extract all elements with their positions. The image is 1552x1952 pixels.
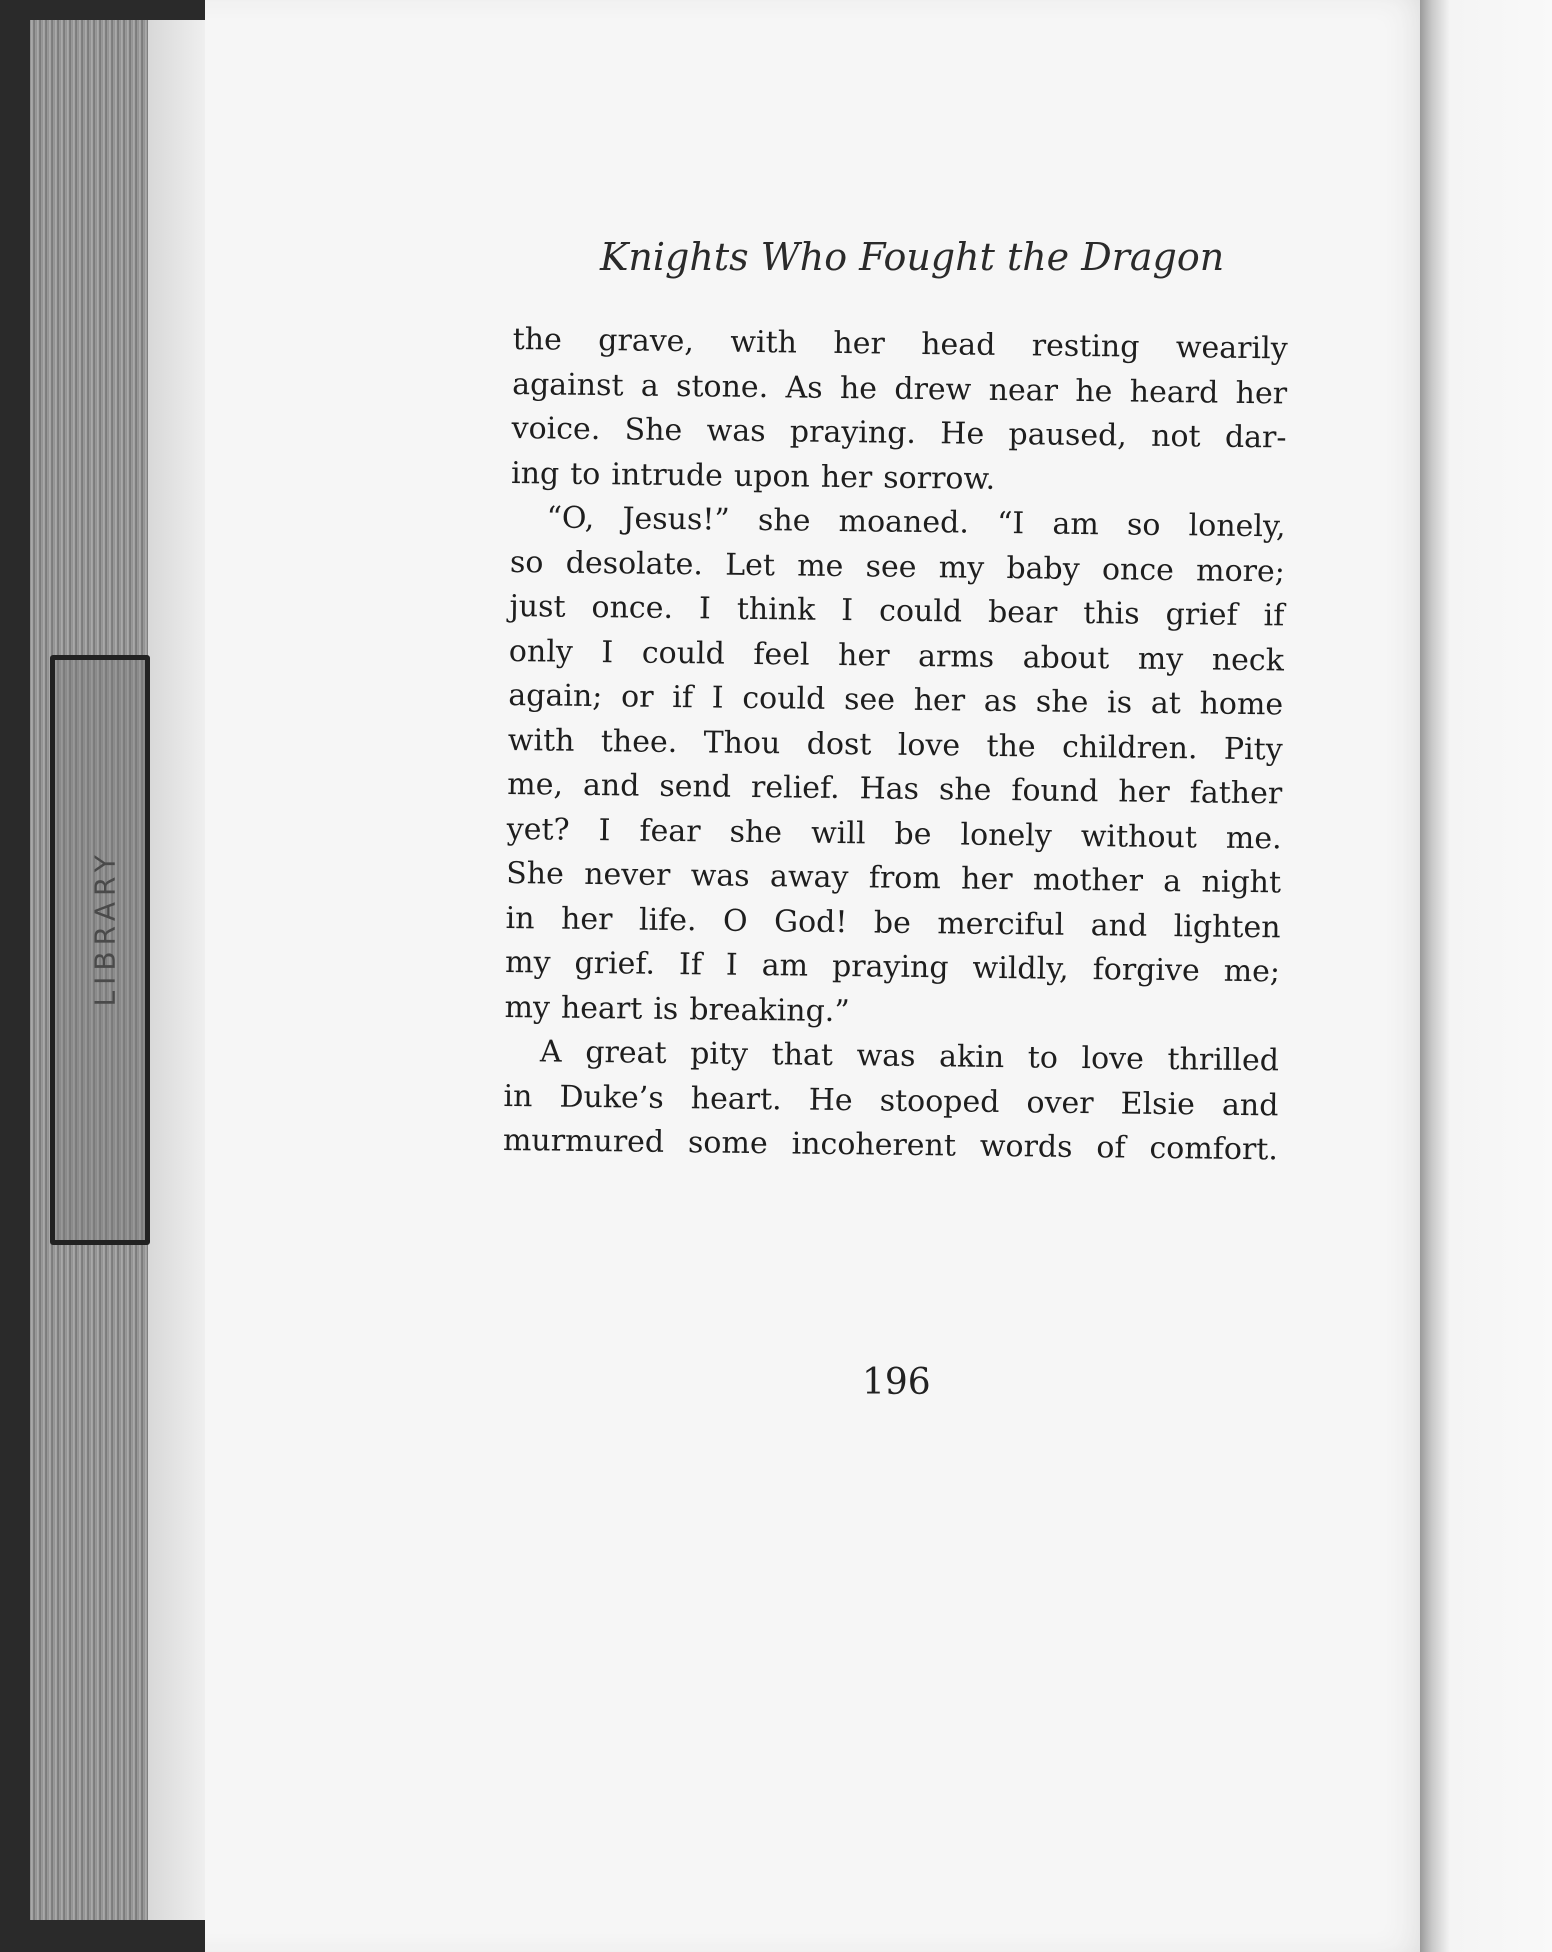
- text-word: her: [833, 325, 886, 362]
- text-word: a: [640, 368, 659, 404]
- text-word: He: [940, 416, 985, 452]
- text-word: I: [725, 947, 738, 983]
- text-word: moaned.: [838, 503, 970, 541]
- text-word: Has: [859, 771, 920, 807]
- text-word: I: [598, 812, 611, 848]
- text-word: send: [659, 768, 732, 805]
- text-word: without: [1080, 818, 1198, 855]
- text-word: Pity: [1223, 731, 1283, 767]
- page-number: 196: [862, 1362, 931, 1403]
- text-word: Thou: [703, 724, 781, 761]
- page-gutter: [148, 20, 208, 1920]
- text-word: wearily: [1175, 330, 1288, 367]
- text-word: lonely,: [1188, 508, 1286, 545]
- text-word: and: [582, 767, 640, 804]
- text-word: never: [584, 856, 671, 893]
- text-word: just: [509, 588, 566, 625]
- text-word: wildly,: [972, 950, 1069, 987]
- text-word: against: [511, 366, 624, 403]
- text-word: her: [1235, 375, 1288, 411]
- text-word: desolate.: [565, 545, 704, 582]
- text-word: found: [1011, 773, 1099, 810]
- text-word: “O,: [546, 500, 595, 537]
- text-word: drew: [894, 371, 972, 408]
- text-word: head: [921, 326, 996, 363]
- text-word: her: [560, 901, 613, 937]
- text-word: If: [678, 947, 703, 983]
- text-word: relief.: [750, 769, 840, 807]
- text-word: again;: [508, 677, 603, 715]
- text-word: comfort.: [1149, 1130, 1279, 1168]
- text-word: bear: [987, 594, 1058, 631]
- text-word: lighten: [1173, 908, 1281, 945]
- text-word: her: [1118, 774, 1170, 811]
- text-word: am: [761, 948, 809, 984]
- text-word: me.: [1225, 820, 1282, 856]
- text-word: ing: [510, 455, 560, 492]
- text-word: think: [736, 591, 816, 628]
- text-word: was: [706, 413, 766, 450]
- text-word: I: [711, 680, 724, 716]
- text-word: my: [504, 989, 551, 1026]
- text-word: yet?: [506, 811, 570, 848]
- text-word: Duke’s: [559, 1079, 664, 1116]
- text-word: if: [1263, 598, 1285, 634]
- text-word: O: [722, 903, 748, 939]
- running-head: Knights Who Fought the Dragon: [600, 235, 1225, 279]
- text-word: me;: [1223, 953, 1281, 990]
- text-word: with: [507, 722, 575, 759]
- text-word: breaking.”: [689, 991, 850, 1029]
- text-word: to: [1027, 1040, 1059, 1076]
- text-line: [512, 318, 1287, 372]
- text-word: I: [841, 593, 854, 629]
- text-word: with: [730, 324, 798, 361]
- text-word: life.: [638, 902, 697, 938]
- text-word: murmured: [502, 1122, 665, 1160]
- text-word: love: [897, 727, 961, 763]
- text-word: She: [624, 412, 683, 449]
- text-word: a: [1163, 863, 1182, 900]
- text-word: be: [894, 816, 932, 852]
- text-word: see: [843, 682, 896, 718]
- text-word: away: [769, 859, 849, 896]
- text-word: neck: [1211, 642, 1285, 678]
- text-word: “I: [996, 505, 1025, 542]
- text-word: my: [504, 944, 551, 981]
- text-word: in: [503, 1078, 533, 1114]
- text-word: paused,: [1008, 417, 1128, 454]
- text-word: more;: [1195, 552, 1286, 589]
- text-word: pity: [689, 1036, 749, 1072]
- text-word: heard: [1129, 374, 1219, 411]
- text-word: her: [913, 682, 966, 719]
- text-word: home: [1199, 686, 1284, 723]
- text-word: intrude: [611, 456, 724, 494]
- text-word: lonely: [960, 817, 1053, 854]
- text-word: grief.: [574, 945, 656, 982]
- text-word: be: [873, 904, 912, 941]
- text-word: heart.: [690, 1080, 782, 1117]
- text-word: dar-: [1224, 419, 1287, 456]
- text-word: Jesus!”: [622, 501, 730, 538]
- text-word: grave,: [598, 323, 695, 360]
- text-word: God!: [773, 903, 848, 940]
- text-word: her: [837, 637, 890, 674]
- text-word: baby: [1006, 550, 1080, 587]
- text-word: if: [672, 679, 694, 716]
- text-word: stone.: [675, 368, 769, 405]
- text-word: forgive: [1092, 952, 1200, 989]
- text-word: As: [785, 369, 823, 406]
- text-word: over: [1026, 1084, 1094, 1121]
- text-word: her: [960, 861, 1013, 898]
- text-word: near: [988, 372, 1059, 409]
- library-stamp: [50, 655, 150, 1245]
- text-line: [509, 585, 1284, 639]
- text-word: I: [601, 634, 614, 670]
- text-word: father: [1189, 775, 1283, 812]
- text-word: not: [1150, 418, 1201, 455]
- text-word: stooped: [879, 1083, 1000, 1120]
- text-word: love: [1081, 1041, 1145, 1077]
- text-word: sorrow.: [883, 460, 996, 497]
- text-word: mother: [1032, 862, 1144, 899]
- text-word: so: [509, 544, 544, 580]
- text-word: was: [856, 1038, 916, 1074]
- text-word: he: [839, 370, 878, 406]
- text-line: [503, 1119, 1278, 1173]
- text-word: thee.: [600, 723, 678, 760]
- text-word: from: [868, 860, 941, 897]
- text-word: He: [808, 1082, 853, 1118]
- page-right-edge: [1420, 0, 1552, 1952]
- library-stamp-text: LIBRARY: [88, 849, 122, 1007]
- text-word: heart: [560, 990, 643, 1027]
- text-word: of: [1096, 1130, 1126, 1166]
- text-word: fear: [639, 813, 701, 849]
- text-word: me: [796, 547, 844, 584]
- text-word: resting: [1031, 328, 1140, 365]
- text-word: Elsie: [1120, 1085, 1196, 1122]
- text-word: words: [979, 1128, 1073, 1165]
- text-word: is: [653, 991, 679, 1027]
- text-word: she: [729, 814, 783, 850]
- text-word: once.: [591, 589, 674, 626]
- text-word: the: [986, 728, 1036, 764]
- text-word: was: [690, 858, 750, 894]
- text-word: will: [810, 815, 866, 851]
- text-word: to: [570, 456, 601, 492]
- text-word: my: [938, 549, 985, 586]
- text-word: could: [641, 635, 726, 672]
- text-word: feel: [753, 636, 810, 673]
- text-line: [507, 763, 1282, 817]
- text-word: at: [1150, 685, 1182, 722]
- text-word: upon: [733, 458, 811, 495]
- text-word: about: [1022, 639, 1110, 676]
- text-word: her: [820, 459, 873, 495]
- text-word: arms: [917, 638, 995, 675]
- text-word: I: [698, 591, 712, 627]
- text-word: as: [983, 683, 1018, 720]
- text-word: merciful: [937, 905, 1065, 943]
- text-word: in: [505, 900, 535, 936]
- text-word: A: [539, 1034, 562, 1070]
- text-word: She: [505, 855, 565, 892]
- text-word: he: [1075, 373, 1113, 409]
- text-word: grief: [1165, 596, 1238, 633]
- text-word: could: [878, 593, 963, 630]
- text-word: night: [1201, 864, 1282, 901]
- text-word: some: [687, 1125, 768, 1162]
- text-word: great: [585, 1034, 667, 1071]
- text-word: could: [742, 680, 826, 717]
- body-text: [503, 318, 1288, 1173]
- text-word: the: [512, 321, 563, 358]
- text-word: and: [1090, 907, 1148, 944]
- text-word: she: [757, 503, 811, 539]
- text-word: akin: [938, 1039, 1005, 1076]
- text-word: this: [1083, 595, 1140, 632]
- text-word: Let: [725, 547, 776, 583]
- text-word: once: [1101, 551, 1175, 588]
- text-word: me,: [507, 766, 564, 803]
- text-word: praying.: [789, 414, 917, 451]
- text-word: she: [1035, 684, 1089, 721]
- text-word: am: [1052, 506, 1099, 543]
- text-word: and: [1221, 1087, 1279, 1123]
- text-word: so: [1126, 507, 1161, 543]
- text-word: or: [620, 679, 654, 715]
- text-word: is: [1106, 685, 1133, 721]
- text-word: only: [508, 633, 574, 670]
- text-word: that: [771, 1037, 834, 1073]
- text-word: children.: [1061, 729, 1198, 766]
- text-word: incoherent: [791, 1126, 957, 1164]
- text-word: praying: [831, 948, 949, 986]
- text-word: thrilled: [1167, 1042, 1280, 1079]
- text-word: voice.: [511, 410, 601, 448]
- text-line: [506, 852, 1281, 906]
- text-word: my: [1137, 641, 1184, 677]
- text-word: dost: [806, 726, 872, 762]
- text-word: she: [938, 772, 992, 808]
- text-word: see: [865, 548, 917, 585]
